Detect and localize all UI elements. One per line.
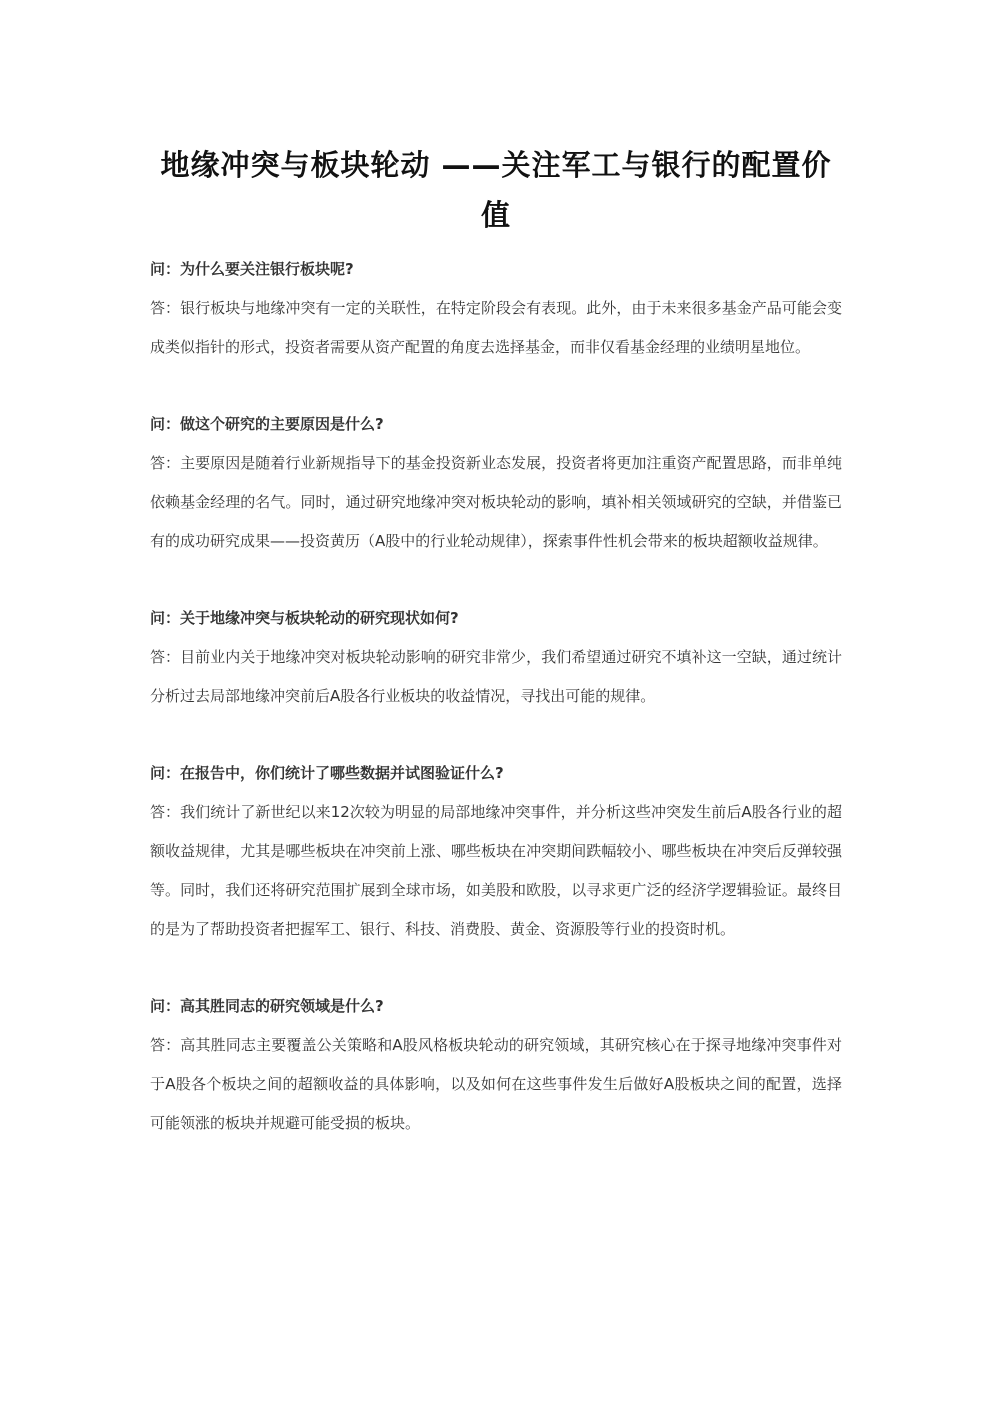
question-text: 问：关于地缘冲突与板块轮动的研究现状如何?	[150, 609, 459, 627]
qa-list	[150, 250, 842, 1143]
qa-item	[150, 250, 842, 367]
question-text: 问：为什么要关注银行板块呢?	[150, 260, 354, 278]
qa-item	[150, 754, 842, 949]
qa-item	[150, 599, 842, 716]
answer-text: 答：高其胜同志主要覆盖公关策略和A股风格板块轮动的研究领域，其研究核心在于探寻地缘冲突事件对于A股各个板块之间的超额收益的具体影响，以及如何在这些事件发生后做好A股板块之间的配置，选择可能领涨的板块并规避可能受损的板块。	[150, 1036, 842, 1132]
answer-text: 答：银行板块与地缘冲突有一定的关联性，在特定阶段会有表现。此外，由于未来很多基金产品可能会变成类似指针的形式，投资者需要从资产配置的角度去选择基金，而非仅看基金经理的业绩明星地位。	[150, 299, 842, 356]
question-text: 问：在报告中，你们统计了哪些数据并试图验证什么?	[150, 764, 504, 782]
answer-text: 答：主要原因是随着行业新规指导下的基金投资新业态发展，投资者将更加注重资产配置思路，而非单纯依赖基金经理的名气。同时，通过研究地缘冲突对板块轮动的影响，填补相关领域研究的空缺，并借鉴已有的成功研究成果——投资黄历（A股中的行业轮动规律），探索事件性机会带来的板块超额收益规律。	[150, 454, 842, 550]
question-text: 问：做这个研究的主要原因是什么?	[150, 415, 384, 433]
answer-text: 答：目前业内关于地缘冲突对板块轮动影响的研究非常少，我们希望通过研究不填补这一空缺，通过统计分析过去局部地缘冲突前后A股各行业板块的收益情况，寻找出可能的规律。	[150, 648, 842, 705]
document-title: 地缘冲突与板块轮动 ——关注军工与银行的配置价值	[160, 148, 832, 232]
qa-item	[150, 405, 842, 561]
qa-item	[150, 987, 842, 1143]
answer-text: 答：我们统计了新世纪以来12次较为明显的局部地缘冲突事件，并分析这些冲突发生前后A股各行业的超额收益规律，尤其是哪些板块在冲突前上涨、哪些板块在冲突期间跌幅较小、哪些板块在冲突后反弹较强等。同时，我们还将研究范围扩展到全球市场，如美股和欧股，以寻求更广泛的经济学逻辑验证。最终目的是为了帮助投资者把握军工、银行、科技、消费股、黄金、资源股等行业的投资时机。	[150, 803, 842, 938]
question-text: 问：高其胜同志的研究领域是什么?	[150, 997, 384, 1015]
